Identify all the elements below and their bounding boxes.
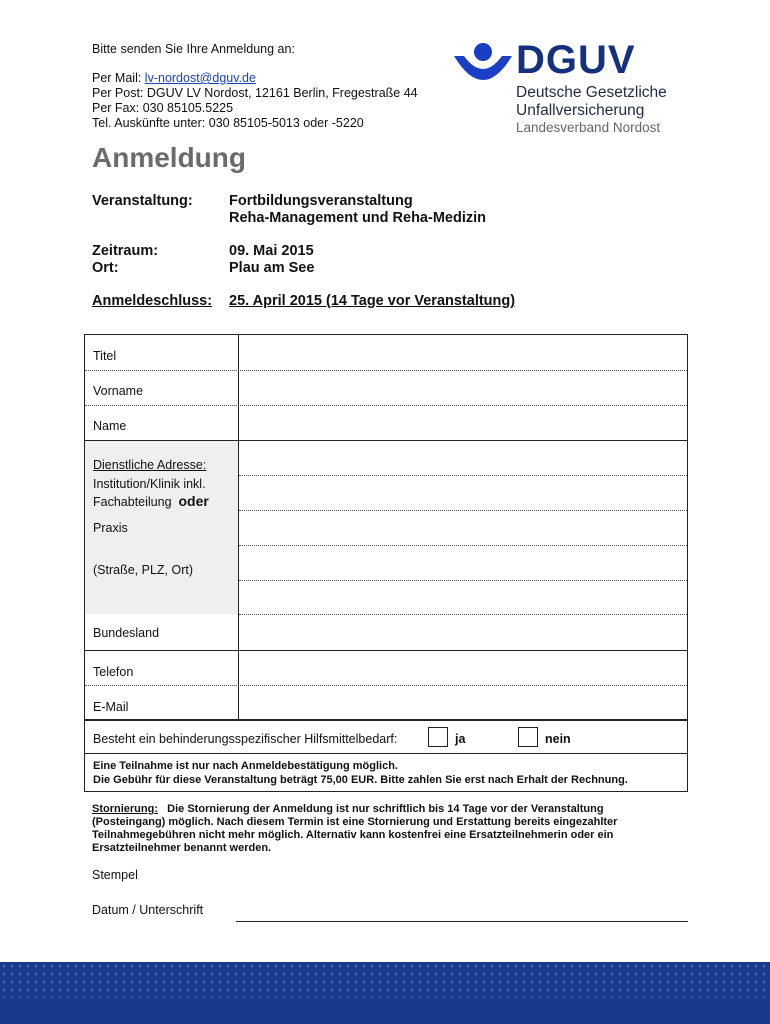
address-line1-input[interactable] — [240, 441, 690, 476]
contact-intro: Bitte senden Sie Ihre Anmeldung an: — [92, 42, 295, 56]
cancellation-policy — [92, 803, 672, 855]
contact-post: Per Post: DGUV LV Nordost, 12161 Berlin, Fregestraße 44 — [92, 86, 418, 100]
mail-link[interactable]: lv-nordost@dguv.de — [144, 71, 256, 85]
telefon-input[interactable] — [240, 651, 690, 686]
mail-prefix: Per Mail: — [92, 71, 145, 85]
period-value: 09. Mai 2015 — [229, 243, 314, 259]
label-titel: Titel — [93, 349, 117, 363]
label-name: Name — [93, 419, 127, 433]
label-vorname: Vorname — [93, 384, 144, 398]
label-praxis: Praxis — [93, 521, 128, 535]
dguv-emblem-icon — [452, 42, 514, 84]
place-label: Ort: — [92, 260, 119, 276]
place-value: Plau am See — [229, 260, 315, 276]
ja-checkbox[interactable] — [428, 727, 448, 747]
nein-checkbox[interactable] — [518, 727, 538, 747]
page-title: Anmeldung — [92, 142, 246, 173]
nein-label: nein — [545, 732, 571, 746]
vorname-input[interactable] — [240, 371, 690, 406]
logo-line1: Deutsche Gesetzliche — [516, 84, 667, 101]
bundesland-input[interactable] — [240, 615, 690, 650]
label-fachabteilung: Fachabteilung — [93, 495, 172, 509]
note-line1: Eine Teilnahme ist nur nach Anmeldebestätigung möglich. — [93, 760, 398, 772]
fee-note — [84, 754, 688, 792]
deadline-label: Anmeldeschluss: — [92, 293, 213, 309]
note-line2: Die Gebühr für diese Veranstaltung beträgt 75,00 EUR. Bitte zahlen Sie erst nach Erhalt der Rechnung. — [93, 774, 628, 786]
label-institution-line2 — [93, 493, 209, 509]
address-line5-input[interactable] — [240, 581, 690, 616]
label-dienst-adresse: Dienstliche Adresse: — [93, 458, 207, 472]
titel-input[interactable] — [240, 336, 690, 371]
hilfsmittel-question: Besteht ein behinderungsspezifischer Hilfsmittelbedarf: — [93, 732, 398, 746]
datum-signature-label: Datum / Unterschrift — [92, 903, 204, 917]
hilfsmittel-row — [84, 720, 688, 754]
storno-label: Stornierung: — [92, 803, 158, 815]
label-email: E-Mail — [93, 700, 129, 714]
logo-line3: Landesverband Nordost — [516, 120, 661, 135]
label-telefon: Telefon — [93, 665, 134, 679]
form-column-divider — [238, 335, 239, 719]
storno-text: Die Stornierung der Anmeldung ist nur schriftlich bis 14 Tage vor der Veranstaltung (Posteingang) möglich. Nach diesem Termin ist eine Stornierung und Erstattung bereits eingezahlter Teilnahmegebühren nicht mehr möglich. Alternativ kann kostenfrei eine Ersatzteilnehmerin oder ein Ersatzteilnehmer benannt werden. — [92, 803, 618, 854]
label-institution-line1: Institution/Klinik inkl. — [93, 477, 206, 491]
address-line4-input[interactable] — [240, 546, 690, 581]
email-input[interactable] — [240, 686, 690, 721]
contact-mail — [92, 71, 418, 86]
contact-phone: Tel. Auskünfte unter: 030 85105-5013 oder -5220 — [92, 116, 364, 130]
label-oder: oder — [178, 493, 209, 509]
period-label: Zeitraum: — [92, 243, 159, 259]
deadline-value: 25. April 2015 (14 Tage vor Veranstaltung) — [229, 293, 516, 309]
label-strasse: (Straße, PLZ, Ort) — [93, 563, 194, 577]
address-line3-input[interactable] — [240, 511, 690, 546]
dguv-logo — [452, 38, 692, 138]
contact-block — [92, 42, 418, 131]
stempel-label: Stempel — [92, 868, 138, 882]
ja-label: ja — [455, 732, 466, 746]
label-bundesland: Bundesland — [93, 626, 160, 640]
event-label: Veranstaltung: — [92, 193, 193, 209]
event-value-line1: Fortbildungsveranstaltung — [229, 193, 413, 209]
signature-line[interactable] — [236, 921, 688, 922]
contact-fax: Per Fax: 030 85105.5225 — [92, 101, 234, 115]
address-line2-input[interactable] — [240, 476, 690, 511]
footer-band-solid — [0, 998, 770, 1024]
registration-form — [84, 334, 688, 720]
logo-word: DGUV — [516, 38, 636, 82]
logo-line2: Unfallversicherung — [516, 102, 645, 119]
name-input[interactable] — [240, 406, 690, 441]
event-value-line2: Reha-Management und Reha-Medizin — [229, 210, 486, 226]
